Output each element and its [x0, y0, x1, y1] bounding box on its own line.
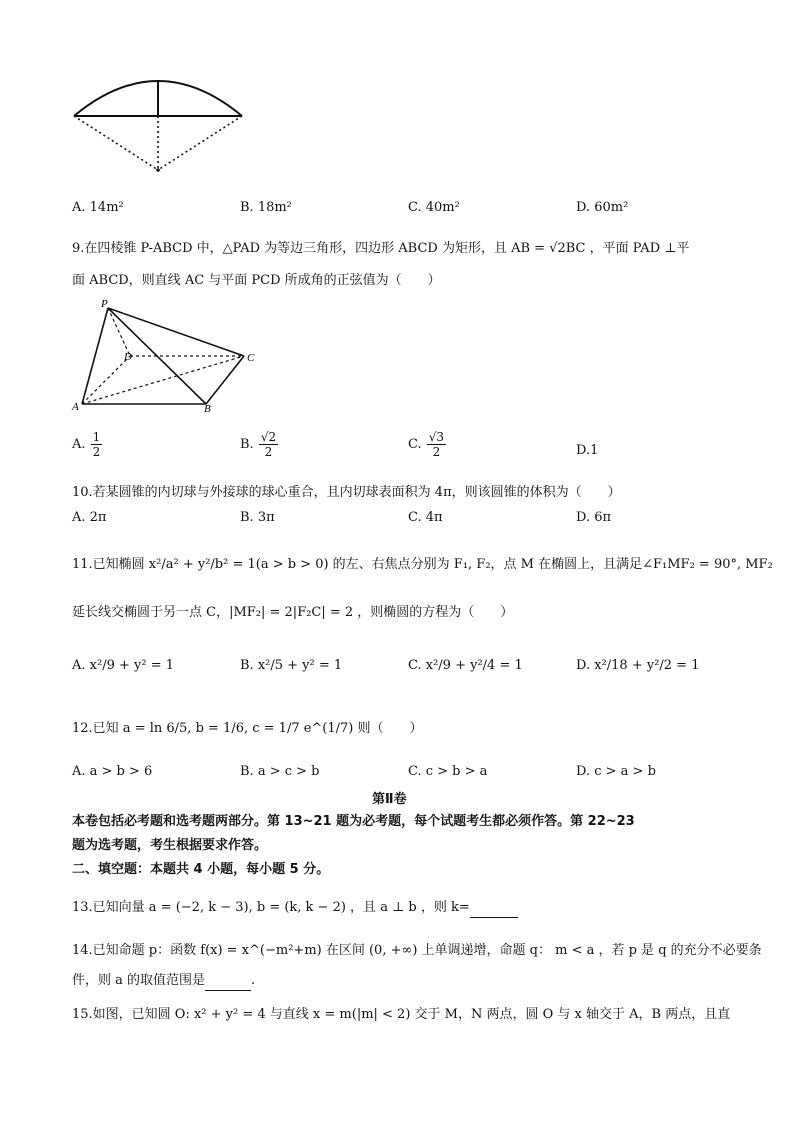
q8-option-d: D. 60m² [576, 200, 629, 215]
q10-option-c: C. 4π [408, 510, 443, 525]
q9-stem-line1: 9.在四棱锥 P-ABCD 中，△PAD 为等边三角形，四边形 ABCD 为矩形，且 AB = √2BC ，平面 PAD ⊥平 [72, 241, 690, 256]
q10-option-a: A. 2π [72, 510, 107, 525]
q13-text: 13.已知向量 a = (−2, k − 3), b = (k, k − 2) ，且 a ⊥ b ，则 k= [72, 900, 470, 915]
q11-option-a: A. x²/9 + y² = 1 [72, 658, 174, 673]
q9-edge-pc [108, 308, 244, 356]
q9-edge-bc [206, 356, 244, 404]
q9-option-a-letter: A. [72, 437, 86, 452]
q11-option-d: D. x²/18 + y²/2 = 1 [576, 658, 700, 673]
q9-option-b-den: 2 [264, 445, 273, 459]
q10-option-d: D. 6π [576, 510, 612, 525]
q10-option-b: B. 3π [240, 510, 275, 525]
q8-figure [60, 66, 260, 176]
q9-option-a-den: 2 [92, 445, 101, 459]
q8-dotted-left [74, 116, 158, 170]
part2-title: 第Ⅱ卷 [372, 792, 407, 807]
q9-option-b [240, 430, 279, 459]
q14-stem-line1: 14.已知命题 p：函数 f(x) = x^(−m²+m) 在区间 (0, +∞) 上单调递增，命题 q： m < a ，若 p 是 q 的充分不必要条 [72, 943, 762, 958]
q8-option-c: C. 40m² [408, 200, 460, 215]
part2-intro-line2: 题为选考题，考生根据要求作答。 [72, 838, 268, 853]
q11-stem-line1: 11.已知椭圆 x²/a² + y²/b² = 1(a > b > 0) 的左、右焦点分别为 F₁, F₂，点 M 在椭圆上，且满足∠F₁MF₂ = 90°, MF₂ [72, 557, 773, 572]
q12-option-d: D. c > a > b [576, 764, 656, 779]
q9-option-a-num: 1 [92, 430, 101, 444]
q12-option-b: B. a > c > b [240, 764, 320, 779]
q12-stem: 12.已知 a = ln 6/5, b = 1/6, c = 1/7 e^(1/7) 则（ ） [72, 721, 423, 736]
q9-option-c-num: √3 [428, 430, 445, 444]
q15-stem-line1: 15.如图，已知圆 O: x² + y² = 4 与直线 x = m(|m| < 2) 交于 M，N 两点，圆 O 与 x 轴交于 A，B 两点，且直 [72, 1007, 731, 1022]
q14-period: . [251, 973, 256, 988]
q9-option-b-fraction [259, 430, 278, 459]
q9-label-d: D [124, 351, 132, 363]
q10-stem: 10.若某圆锥的内切球与外接球的球心重合，且内切球表面积为 4π，则该圆锥的体积为（ ） [72, 485, 621, 500]
q9-edge-pa [82, 308, 108, 404]
q13-stem [72, 899, 518, 918]
q9-stem-line2: 面 ABCD，则直线 AC 与平面 PCD 所成角的正弦值为（ ） [72, 273, 441, 288]
q13-answer-blank[interactable] [470, 899, 518, 918]
q8-option-a: A. 14m² [72, 200, 124, 215]
q9-option-d-value: 1 [590, 443, 599, 458]
q11-option-c: C. x²/9 + y²/4 = 1 [408, 658, 523, 673]
q9-label-a: A [72, 401, 79, 413]
q9-pyramid-figure [68, 298, 258, 413]
q11-option-b: B. x²/5 + y² = 1 [240, 658, 343, 673]
q9-option-b-num: √2 [260, 430, 277, 444]
q14-stem-line2 [72, 972, 255, 991]
q9-option-d [576, 443, 598, 458]
q9-label-p: P [101, 298, 108, 310]
section-heading-fill-in: 二、填空题：本题共 4 小题，每小题 5 分。 [72, 862, 330, 877]
q9-option-d-letter: D. [576, 443, 591, 458]
q11-stem-line2: 延长线交椭圆于另一点 C，|MF₂| = 2|F₂C| = 2 ，则椭圆的方程为（ ） [72, 605, 514, 620]
part2-intro-line1: 本卷包括必考题和选考题两部分。第 13~21 题为必考题，每个试题考生都必须作答。第 22~23 [72, 814, 635, 829]
q9-option-b-letter: B. [240, 437, 254, 452]
q9-label-c: C [247, 352, 255, 364]
q9-option-c-den: 2 [432, 445, 441, 459]
q9-option-c-fraction [427, 430, 446, 459]
q8-option-b: B. 18m² [240, 200, 292, 215]
q9-label-b: B [204, 403, 211, 413]
q9-option-c [408, 430, 447, 459]
q9-option-a [72, 430, 103, 459]
q12-option-a: A. a > b > 6 [72, 764, 153, 779]
q8-apex-point [156, 168, 160, 172]
q8-dotted-right [158, 116, 242, 170]
q9-option-c-letter: C. [408, 437, 422, 452]
q14-text-line2: 件，则 a 的取值范围是 [72, 973, 206, 988]
q9-diagonal-ac [82, 356, 244, 404]
q9-option-a-fraction [91, 430, 103, 459]
q12-option-c: C. c > b > a [408, 764, 488, 779]
q14-answer-blank[interactable] [205, 972, 251, 991]
